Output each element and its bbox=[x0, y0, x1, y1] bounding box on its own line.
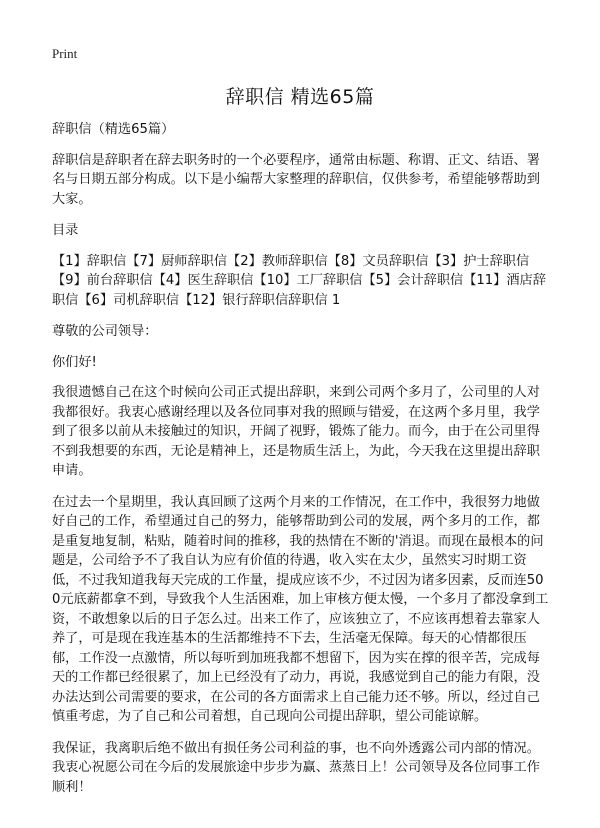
table-of-contents bbox=[52, 252, 550, 311]
toc-heading: 目录 bbox=[52, 223, 79, 238]
toc-item[interactable]: 【2】教师辞职信 bbox=[227, 253, 328, 269]
toc-item[interactable]: 【3】护士辞职信 bbox=[428, 253, 530, 269]
article-subtitle: 辞职信（精选65篇） bbox=[52, 122, 175, 137]
document-title: 辞职信 精选65篇 bbox=[225, 86, 375, 108]
print-link[interactable]: Print bbox=[52, 46, 78, 61]
toc-item[interactable]: 【4】医生辞职信 bbox=[152, 273, 254, 288]
toc-item[interactable]: 【7】厨师辞职信 bbox=[126, 253, 228, 269]
toc-item[interactable]: 【12】银行辞职信辞职信 1 bbox=[179, 292, 341, 308]
toc-item[interactable]: 【11】酒店辞职信 bbox=[52, 273, 546, 308]
intro-paragraph: 辞职信是辞职者在辞去职务时的一个必要程序，通常由标题、称谓、正文、结语、署名与日期五部分构成。以下是小编帮大家整理的辞职信，仅供参考，希望能够帮助到大家。 bbox=[52, 152, 540, 207]
body-paragraph-1: 我很遗憾自己在这个时候向公司正式提出辞职，来到公司两个多月了，公司里的人对我都很好。我衷心感谢经理以及各位同事对我的照顾与错爱，在这两个多月里，我学到了很多以前从未接触过的知识，开阔了视野，锻炼了能力。而今，由于在公司里得不到我想要的东西，无论是精神上，还是物质生活上，为此，今天我在这里提出辞职申请。 bbox=[52, 385, 540, 478]
toc-item[interactable]: 【10】工厂辞职信 bbox=[253, 273, 363, 288]
greeting: 你们好! bbox=[52, 354, 97, 370]
article-body bbox=[52, 120, 550, 809]
toc-item[interactable]: 【6】司机辞职信 bbox=[78, 292, 180, 308]
body-paragraph-3: 我保证，我离职后绝不做出有损任务公司利益的事，也不向外透露公司内部的情况。我衷心祝愿公司在今后的发展旅途中步步为赢、蒸蒸日上！公司领导及各位同事工作顺利！ bbox=[52, 740, 540, 795]
body-paragraph-2: 在过去一个星期里，我认真回顾了这两个月来的工作情况，在工作中，我很努力地做好自己的工作，希望通过自己的努力，能够帮助到公司的发展，两个多月的工作，都是重复地复制，粘贴，随着时间的推移，我的热情在不断的'消退。而现在最根本的问题是，公司给予不了我自认为应有价值的待遇，收入实在太少，虽然实习时期工资低，不过我知道我每天完成的工作量，提成应该不少，不过因为诸多因素，反而连500元底薪都拿不到，导致我个人生活困难，加上审核方便太慢，一个多月了都没拿到工资，不敢想象以后的日子怎么过。出来工作了，应该独立了，不应该再想着去靠家人养了，可是现在我连基本的生活都维持不下去，生活毫无保障。每天的心情都很压郁，工作没一点激情，所以每听到加班我都不想留下，因为实在撑的很辛苦，完成每天的工作都已经很累了，加上已经没有了动力，再说，我感觉到自己的能力有限，没办法达到公司需要的要求，在公司的各方面需求上自己能力还不够。所以，经过自己慎重考虑，为了自己和公司着想，自己现向公司提出辞职，望公司能谅解。 bbox=[52, 494, 549, 724]
toc-item[interactable]: 【8】文员辞职信 bbox=[327, 253, 429, 269]
salutation: 尊敬的公司领导： bbox=[52, 324, 158, 339]
toc-item[interactable]: 【5】会计辞职信 bbox=[362, 273, 464, 288]
toc-item[interactable]: 【1】辞职信 bbox=[52, 253, 127, 269]
toc-item[interactable]: 【9】前台辞职信 bbox=[52, 273, 153, 288]
